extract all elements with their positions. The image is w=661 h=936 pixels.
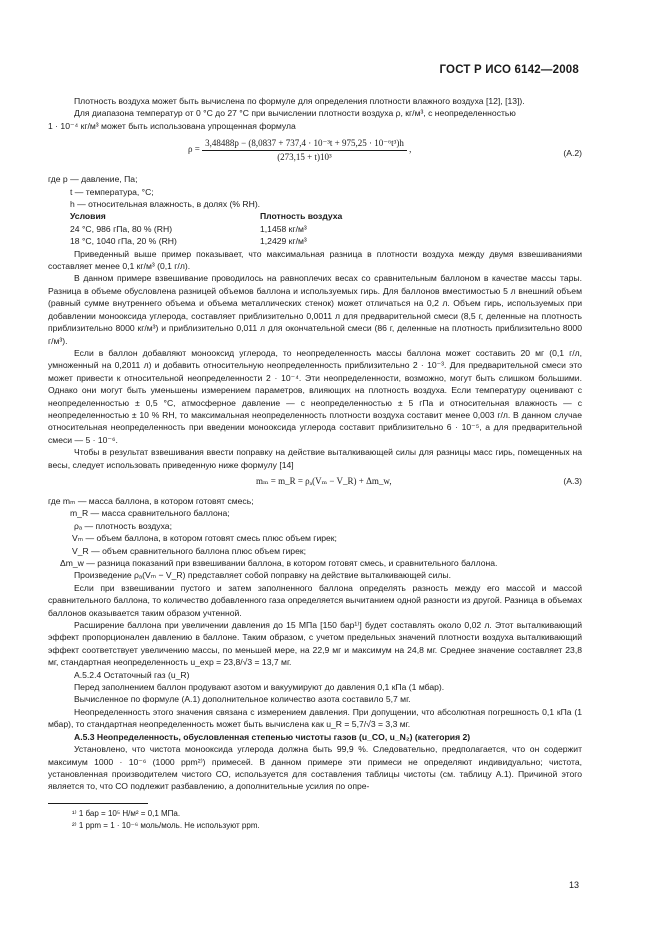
- formula-a2-fraction: [202, 137, 407, 163]
- page-number: 13: [568, 880, 579, 890]
- paragraph-air-density: Плотность воздуха может быть вычислена по формуле для определения плотности влажного воздуха [12], [13]).: [74, 96, 525, 106]
- paragraph-purging: Перед заполнением баллон продувают азотом и вакуумируют до давления 0,1 кПа (1 мбар).: [74, 682, 445, 693]
- formula-a2-numerator: 3,48488p − (8,0837 + 737,4 · 10⁻³t + 975,25 · 10⁻⁶t³)h: [202, 137, 407, 150]
- formula-a3-expression: mₘ = m_R = ρₐ(Vₘ − V_R) + Δm_w,: [256, 475, 392, 486]
- paragraph-carbon-monoxide: Если в баллон добавляют монооксид углерода, то неопределенность массы баллона может составить 20 мг (0,1 г/л, умноженный на 0,2011 л) и добавить относительную неопределенность приблизительно 2 · 10⁻³. Для предварительной смеси это может привести к относительной неопределенности 2 · 10⁻⁴. Эти неопределенности, возможно, могут быть слишком большими. Однако они могут быть уменьшены измерением параметров, влияющих на плотность воздуха. Если температуру оценивают с неопределенностью ± 0,5 °С, атмосферное давление — с неопределенностью ± 5 гПа и относительная влажность — с неопределенностью ± 10 % RH, то максимальная неопределенность плотности воздуха составит менее 0,003 г/л. В данном случае относительная неопределенность при введении монооксида углерода составит приблизительно 6 · 10⁻⁵, а для предварительной смеси — 5 · 10⁻⁶.: [48, 347, 582, 445]
- formula-a2: [48, 135, 582, 169]
- section-a53-title: А.5.3 Неопределенность, обусловленная степенью чистоты газов (u_CO, u_N₂) (категория 2): [74, 731, 471, 742]
- definition-item: где mₘ — масса баллона, в котором готовят смесь;: [48, 495, 254, 506]
- table-header-density: Плотность воздуха: [260, 211, 343, 222]
- definition-item: V_R — объем сравнительного баллона плюс объем гирек;: [72, 545, 307, 556]
- table-cell: 24 °С, 986 гПа, 80 % (RH): [70, 223, 173, 234]
- paragraph-pressure-uncertainty: Неопределенность этого значения связана с измерением давления. При допущении, что абсолютная погрешность 0,1 кПа (1 мбар), то стандартная неопределенность может быть вычислена как u_R = 5,7/√3 = 3,3 мг.: [48, 706, 582, 730]
- paragraph-expansion: Расширение баллона при увеличении давления до 15 МПа [150 бар¹⁾] будет составлять около 0,02 л. Этот выталкивающий эффект пропорционален давлению в баллоне. Таким образом, с учетом предельных значений плотности воздуха выталкивающий эффект соответствует увеличению массы, по меньшей мере, на 22,9 мг и максимум на 24,8 мг. Среднее значение составляет 23,8 мг, стандартная неопределенность u_exp = 23,8/√3 = 13,7 мг.: [48, 620, 582, 668]
- table-cell: 1,2429 кг/м³: [260, 236, 307, 247]
- document-header: ГОСТ Р ИСО 6142—2008: [439, 64, 579, 76]
- paragraph-simplified-formula: 1 · 10⁻⁴ кг/м³ может быть использована упрощенная формула: [48, 120, 296, 131]
- definition-item: ρₐ — плотность воздуха;: [74, 520, 172, 531]
- air-density-table: [70, 210, 582, 247]
- section-a524-title: А.5.2.4 Остаточный газ (u_R): [74, 669, 190, 680]
- paragraph-difference: Если при взвешивании пустого и затем заполненного баллона определять разность между его массой и массой сравнительного баллона, то количество добавленного газа определяется вычитанием одной разности из другой. Разница в объемах баллонов оказывается таким образом учтенной.: [48, 582, 582, 618]
- table-cell: 18 °С, 1040 гПа, 20 % (RH): [70, 236, 177, 247]
- footnote-1: ¹⁾ 1 бар = 10⁵ Н/м² = 0,1 МПа.: [72, 808, 181, 818]
- formula-a2-number: (А.2): [563, 148, 582, 159]
- paragraph-purity: Установлено, что чистота монооксида углерода должна быть 99,9 %. Следовательно, предполагается, что он содержит максимум 1000 · 10⁻⁶ (1000 ppm²⁾) примесей. В данном примере эти примеси не определяют индивидуально; чистота, установленная производителем чистого СО, используется для составления таблицы чистоты (см. таблицу А.1). Причиной этого является то, что СО подлежит разбавлению, а дополнительные усилия по опре-: [48, 744, 582, 792]
- formula-a2-expression: [188, 137, 411, 163]
- definition-item: Δm_w — разница показаний при взвешивании баллона, в котором готовят смесь, и сравнительного баллона.: [60, 558, 498, 568]
- formula-a3-number: (А.3): [563, 475, 582, 486]
- paragraph-nitrogen: Вычисленное по формуле (А.1) дополнительное количество азота составило 5,7 мг.: [74, 694, 411, 705]
- footnote-divider: [48, 803, 148, 804]
- definition-item: m_R — масса сравнительного баллона;: [70, 508, 230, 519]
- paragraph-buoyancy: Чтобы в результат взвешивания ввести поправку на действие выталкивающей силы для разницы масс гирь, помещенных на весы, следует использовать приведенную ниже формулу [14]: [48, 447, 582, 470]
- table-header-conditions: Условия: [70, 211, 106, 222]
- formula-a2-lhs: ρ =: [188, 144, 200, 155]
- paragraph-temperature-range: Для диапазона температур от 0 °С до 27 °С при вычислении плотности воздуха ρ, кг/м³, с неопределенностью: [74, 108, 516, 119]
- formula-a3: [48, 473, 582, 489]
- definition-item: Vₘ — объем баллона, в котором готовят смесь плюс объем гирек;: [72, 533, 337, 544]
- paragraph-weighing: В данном примере взвешивание проводилось на равноплечих весах со сравнительным баллоном в качестве массы тары. Разница в объеме обусловлена разницей объемов баллона и используемых гирь. Для баллонов вместимостью 5 л внешний объем (равный сумме внутреннего объема и объема металлических стенок) может отличаться на 0,2 л. Объем гирь, используемых при добавлении монооксида углерода, составляет приблизительно 0,0011 л для предварительной смеси (8,5 г, деленные на плотность приблизительно 8000 кг/м³) и приблизительно 0,011 л для окончательной смеси (86 г, деленные на плотность приблизительно 8000 г/м³).: [48, 273, 582, 346]
- definition-item: где p — давление, Па;: [48, 174, 138, 185]
- definition-item: t — температура, °С;: [70, 186, 154, 197]
- formula-a2-tail: ,: [409, 144, 412, 155]
- formula-a2-denominator: (273,15 + t)10³: [277, 151, 332, 162]
- definition-item: h — относительная влажность, в долях (% RH).: [70, 199, 261, 210]
- footnote-2: ²⁾ 1 ppm = 1 · 10⁻⁶ моль/моль. Не используют ppm.: [72, 820, 260, 830]
- paragraph-example-result: Приведенный выше пример показывает, что максимальная разница в плотности воздуха между двумя взвешиваниями составляет менее 0,1 кг/м³ (0,1 г/л).: [48, 248, 582, 272]
- definitions-a3: [48, 495, 582, 569]
- paragraph-product: Произведение ρₐ(Vₘ − V_R) представляет собой поправку на действие выталкивающей силы.: [74, 570, 451, 581]
- definitions-a2: [48, 173, 582, 210]
- document-body: [48, 95, 582, 832]
- table-cell: 1,1458 кг/м³: [260, 223, 307, 234]
